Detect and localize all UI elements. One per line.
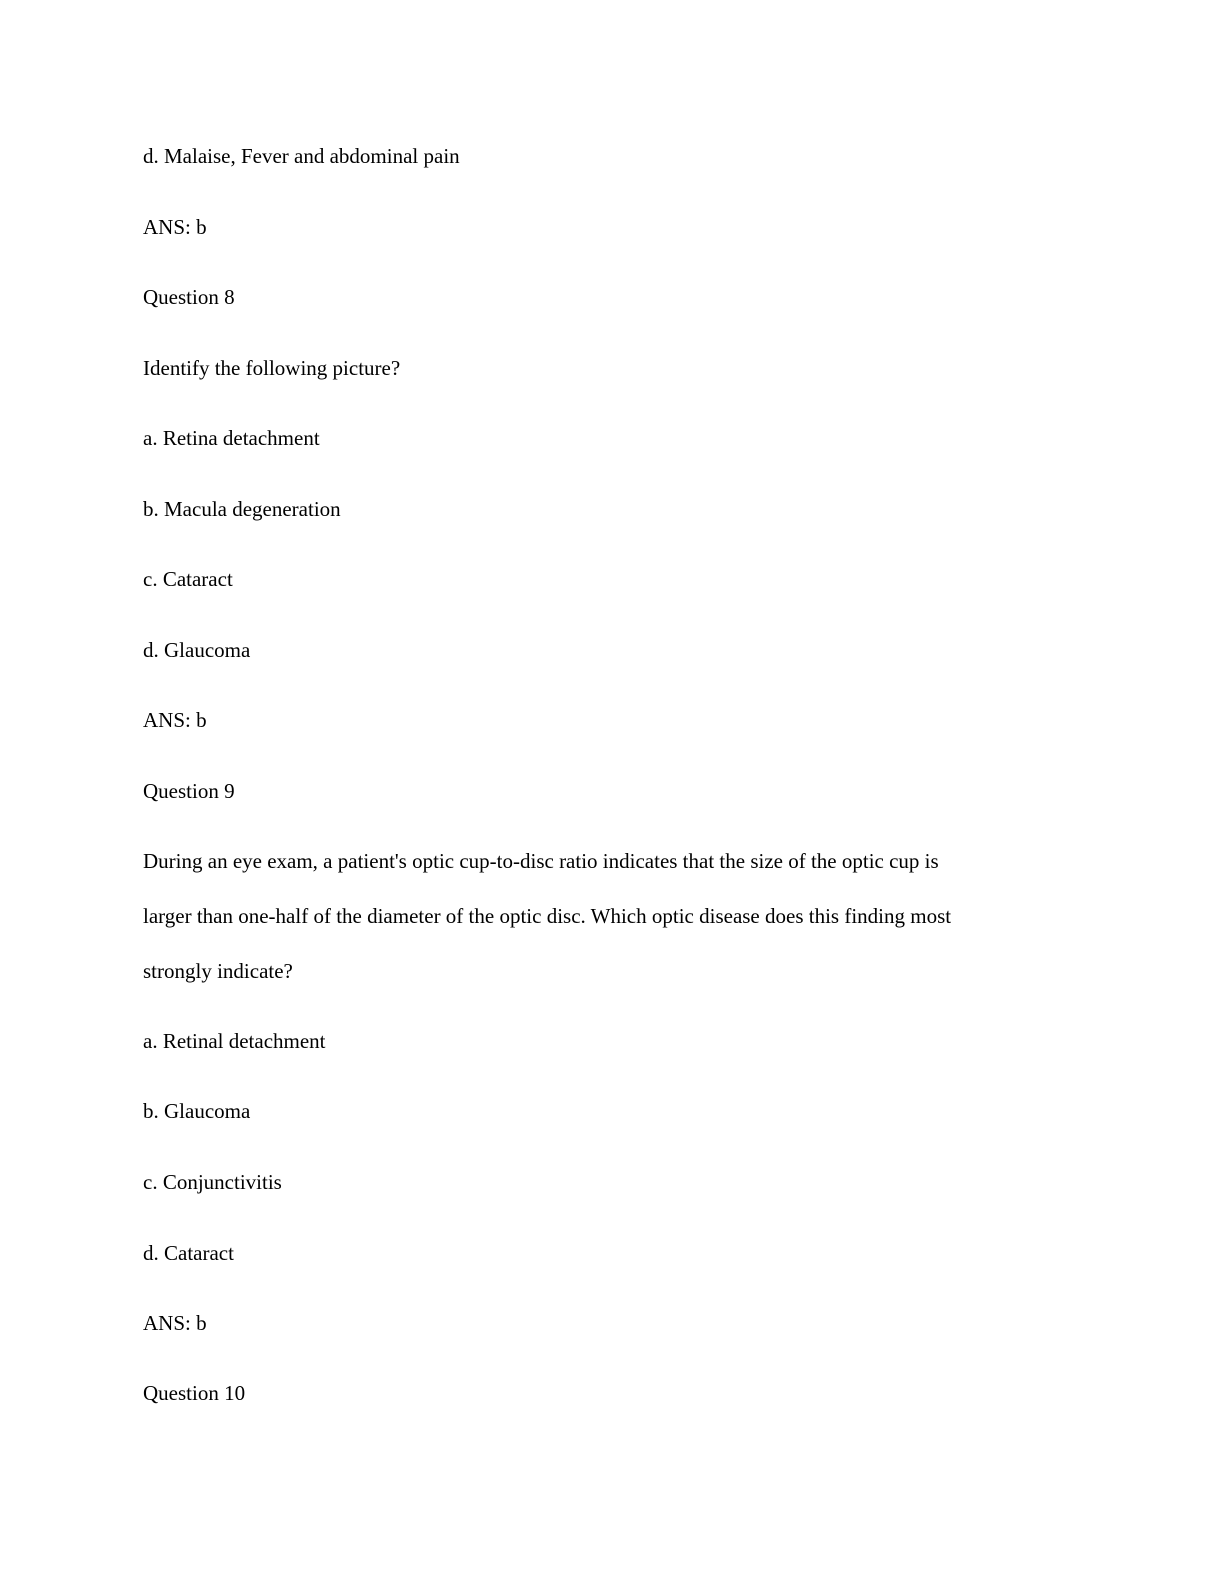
answer-q9: ANS: b bbox=[143, 1311, 207, 1335]
option-d-q8: d. Glaucoma bbox=[143, 638, 251, 662]
question-9-heading: Question 9 bbox=[143, 779, 235, 803]
option-b-q8: b. Macula degeneration bbox=[143, 497, 341, 521]
option-b-q9: b. Glaucoma bbox=[143, 1099, 251, 1123]
option-d-q9: d. Cataract bbox=[143, 1241, 234, 1265]
option-c-q9: c. Conjunctivitis bbox=[143, 1170, 282, 1194]
question-10-heading: Question 10 bbox=[143, 1381, 246, 1405]
answer-q7: ANS: b bbox=[143, 215, 207, 239]
question-9-prompt-line-3: strongly indicate? bbox=[143, 959, 293, 983]
question-8-heading: Question 8 bbox=[143, 285, 235, 309]
answer-q8: ANS: b bbox=[143, 708, 207, 732]
question-9-prompt-line-1: During an eye exam, a patient's optic cup-to-disc ratio indicates that the size of the optic cup is bbox=[143, 849, 939, 873]
option-c-q8: c. Cataract bbox=[143, 567, 233, 591]
question-9-prompt-line-2: larger than one-half of the diameter of the optic disc. Which optic disease does this finding most bbox=[143, 904, 952, 928]
option-a-q8: a. Retina detachment bbox=[143, 426, 320, 450]
option-d-q7: d. Malaise, Fever and abdominal pain bbox=[143, 144, 460, 168]
question-8-prompt: Identify the following picture? bbox=[143, 356, 401, 380]
option-a-q9: a. Retinal detachment bbox=[143, 1029, 326, 1053]
